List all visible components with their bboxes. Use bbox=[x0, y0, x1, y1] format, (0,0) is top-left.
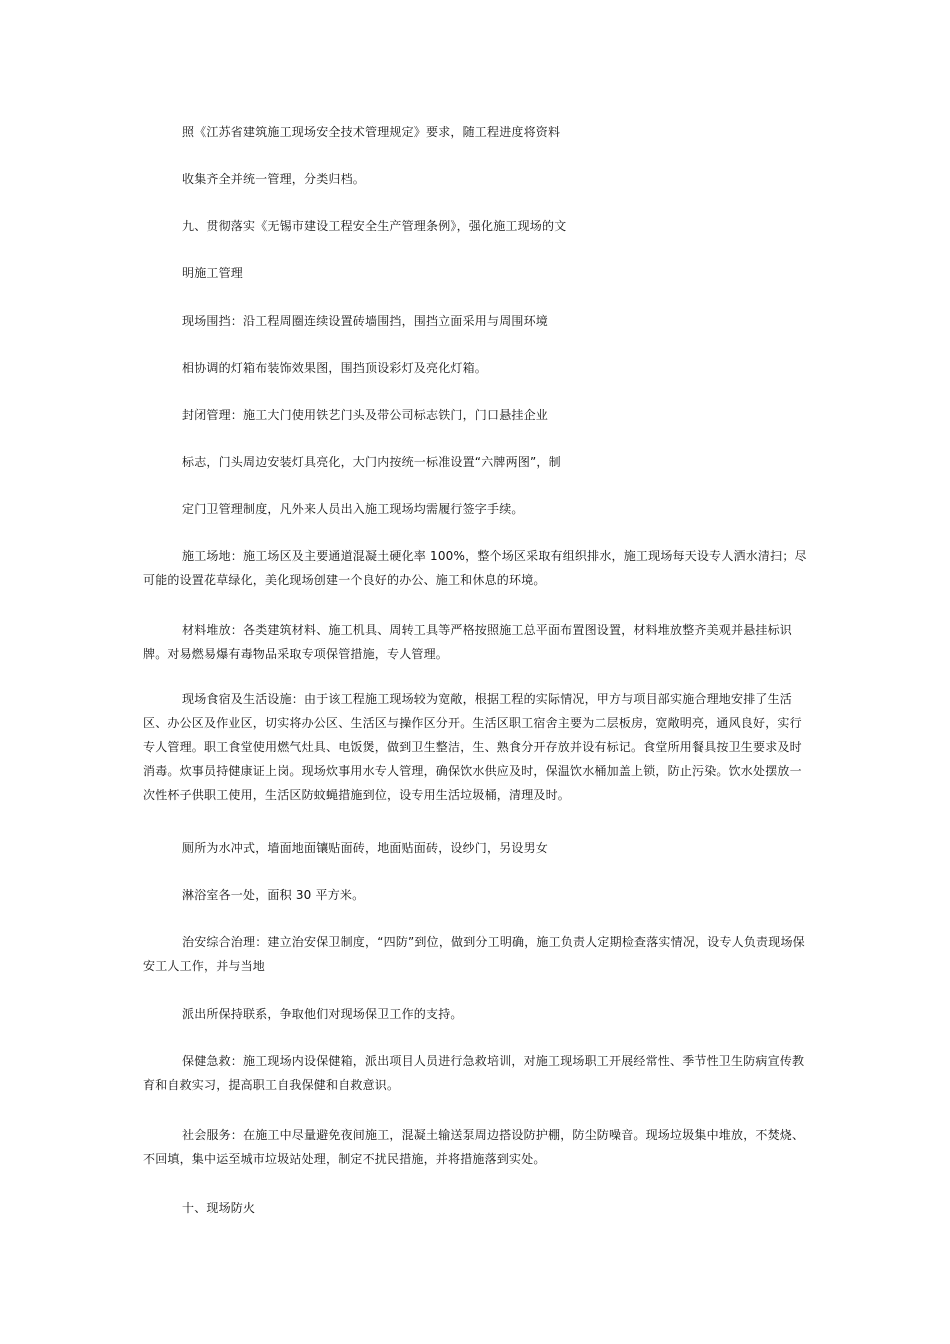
paragraph: 材料堆放：各类建筑材料、施工机具、周转工具等严格按照施工总平面布置图设置，材料堆放整齐美观并悬挂标识牌。对易燃易爆有毒物品采取专项保管措施，专人管理。 bbox=[143, 623, 793, 661]
paragraph: 治安综合治理：建立治安保卫制度，“四防”到位，做到分工明确，施工负责人定期检查落实情况，设专人负责现场保安工人工作，并与当地 bbox=[143, 935, 805, 973]
paragraph: 保健急救：施工现场内设保健箱，派出项目人员进行急救培训，对施工现场职工开展经常性、季节性卫生防病宣传教育和自救实习，提高职工自我保健和自救意识。 bbox=[143, 1054, 805, 1092]
text-line: 现场围挡：沿工程周圈连续设置砖墙围挡，围挡立面采用与周围环境 bbox=[182, 314, 549, 328]
section-heading: 九、贯彻落实《无锡市建设工程安全生产管理条例》，强化施工现场的文 bbox=[182, 219, 567, 233]
text-line: 相协调的灯箱布装饰效果图，围挡顶设彩灯及亮化灯箱。 bbox=[182, 361, 488, 375]
paragraph: 社会服务：在施工中尽量避免夜间施工，混凝土输送泵周边搭设防护棚，防尘防噪音。现场垃圾集中堆放，不焚烧、不回填，集中运至城市垃圾站处理，制定不扰民措施，并将措施落到实处。 bbox=[143, 1128, 805, 1166]
text-line: 封闭管理：施工大门使用铁艺门头及带公司标志铁门，门口悬挂企业 bbox=[182, 408, 549, 422]
section-heading-continued: 明施工管理 bbox=[182, 266, 244, 280]
paragraph: 施工场地：施工场区及主要通道混凝土硬化率 100%，整个场区采取有组织排水，施工现场每天设专人洒水清扫；尽可能的设置花草绿化，美化现场创建一个良好的办公、施工和休息的环境。 bbox=[143, 549, 807, 587]
text-line: 淋浴室各一处，面积 30 平方米。 bbox=[182, 888, 365, 902]
paragraph: 现场食宿及生活设施：由于该工程施工现场较为宽敞，根据工程的实际情况，甲方与项目部实施合理地安排了生活区、办公区及作业区，切实将办公区、生活区与操作区分开。生活区职工宿舍主要为二层板房，宽敞明亮，通风良好，实行专人管理。职工食堂使用燃气灶具、电饭煲，做到卫生整洁，生、熟食分开存放并设有标记。食堂所用餐具按卫生要求及时消毒。炊事员持健康证上岗。现场炊事用水专人管理，确保饮水供应及时，保温饮水桶加盖上锁，防止污染。饮水处摆放一次性杯子供职工使用，生活区防蚊蝇措施到位，设专用生活垃圾桶，清理及时。 bbox=[143, 692, 802, 802]
section-heading: 十、现场防火 bbox=[182, 1201, 256, 1215]
text-line: 定门卫管理制度，凡外来人员出入施工现场均需履行签字手续。 bbox=[182, 502, 524, 516]
text-line: 收集齐全并统一管理，分类归档。 bbox=[182, 172, 366, 186]
text-line: 照《江苏省建筑施工现场安全技术管理规定》要求，随工程进度将资料 bbox=[182, 125, 561, 139]
text-line: 标志，门头周边安装灯具亮化，大门内按统一标准设置“六牌两图”，制 bbox=[182, 455, 561, 469]
text-line: 派出所保持联系，争取他们对现场保卫工作的支持。 bbox=[182, 1007, 463, 1021]
text-line: 厕所为水冲式，墙面地面镶贴面砖，地面贴面砖，设纱门，另设男女 bbox=[182, 841, 549, 855]
